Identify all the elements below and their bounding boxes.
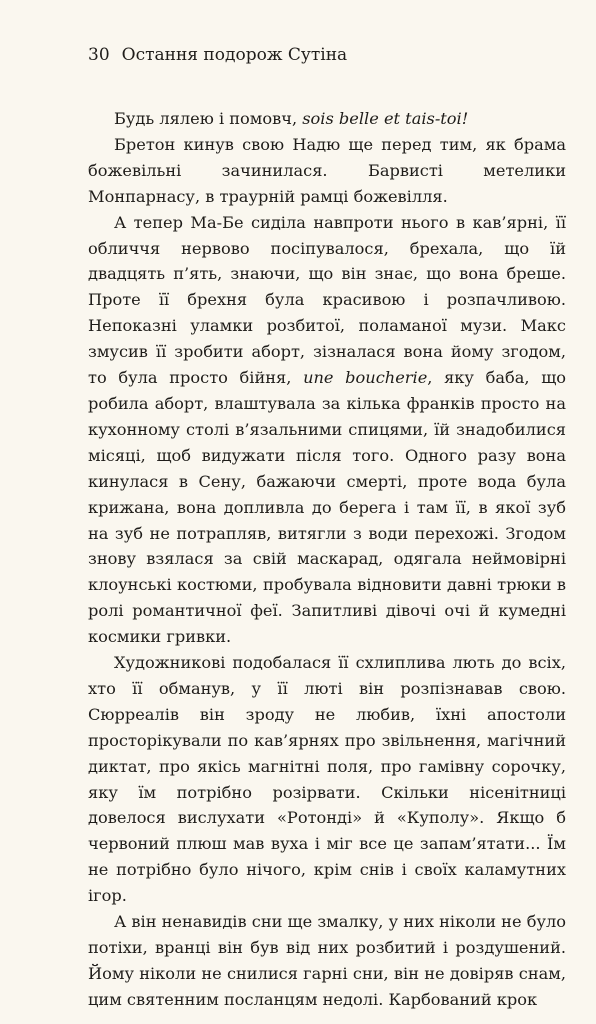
italic-run: une boucherie bbox=[303, 368, 428, 388]
running-header bbox=[88, 44, 566, 66]
paragraph bbox=[88, 210, 566, 650]
text-run: А він ненавидів сни ще змалку, у них ніколи не було потіхи, вранці він був від них розбитий і роздушений. Йому ніколи не снилися гарні сни, він не довіряв снам, цим святенним посланцям недолі. Карбований крок bbox=[88, 912, 566, 1009]
page-number: 30 bbox=[88, 45, 110, 65]
italic-run: sois belle et tais-toi! bbox=[302, 109, 469, 128]
paragraph bbox=[88, 909, 566, 1013]
running-title: Остання подорож Сутіна bbox=[121, 45, 348, 65]
text-run: , яку баба, що робила аборт, влаштувала за кілька франків просто на кухонному столі в’язальними спицями, їй знадобилися місяці, щоб видужати після того. Одного разу вона кинулася в Сену, бажаючи смерті, проте вода була крижана, вона допливла до берега і там її, в якої зуб на зуб не потрапляв, витягли з води перехожі. Згодом знову взялася за свій маскарад, одягала неймовірні клоунські костюми, пробувала відновити давні трюки в ролі романтичної феї. Запитливі дівочі очі й кумедні космики гривки. bbox=[88, 368, 566, 647]
paragraph bbox=[88, 132, 566, 210]
text-run: Будь лялею і помовч, bbox=[114, 109, 303, 128]
paragraph bbox=[88, 650, 566, 909]
paragraph bbox=[88, 106, 566, 132]
text-run: Бретон кинув свою Надю ще перед тим, як брама божевільні зачинилася. Барвисті метелики Монпарнасу, в траурній рамці божевілля. bbox=[88, 134, 566, 206]
body-text bbox=[88, 106, 566, 1013]
text-run: Художникові подобалася її схлиплива лють до всіх, хто її обманув, у її люті він розпізнавав свою. Сюрреалів він зроду не любив, їхні апостоли просторікували по кав’ярнях про звільнення, магічний диктат, про якісь магнітні поля, про гамівну сорочку, яку їм потрібно розірвати. Скільки нісенітниці довелося вислухати «Ротонді» й «Куполу». Якщо б червоний плюш мав вуха і міг все це запам’ятати... Їм не потрібно було нічого, крім снів і своїх каламутних ігор. bbox=[88, 653, 566, 906]
text-run: А тепер Ма-Бе сиділа навпроти нього в кав’ярні, її обличчя нервово посіпувалося, брехала, що їй двадцять п’ять, знаючи, що він знає, що вона бреше. Проте її брехня була красивою і розпачливою. Непоказні уламки розбитої, поламаної музи. Макс змусив її зробити аборт, зізналася вона йому згодом, то була просто бійня, bbox=[88, 212, 566, 388]
